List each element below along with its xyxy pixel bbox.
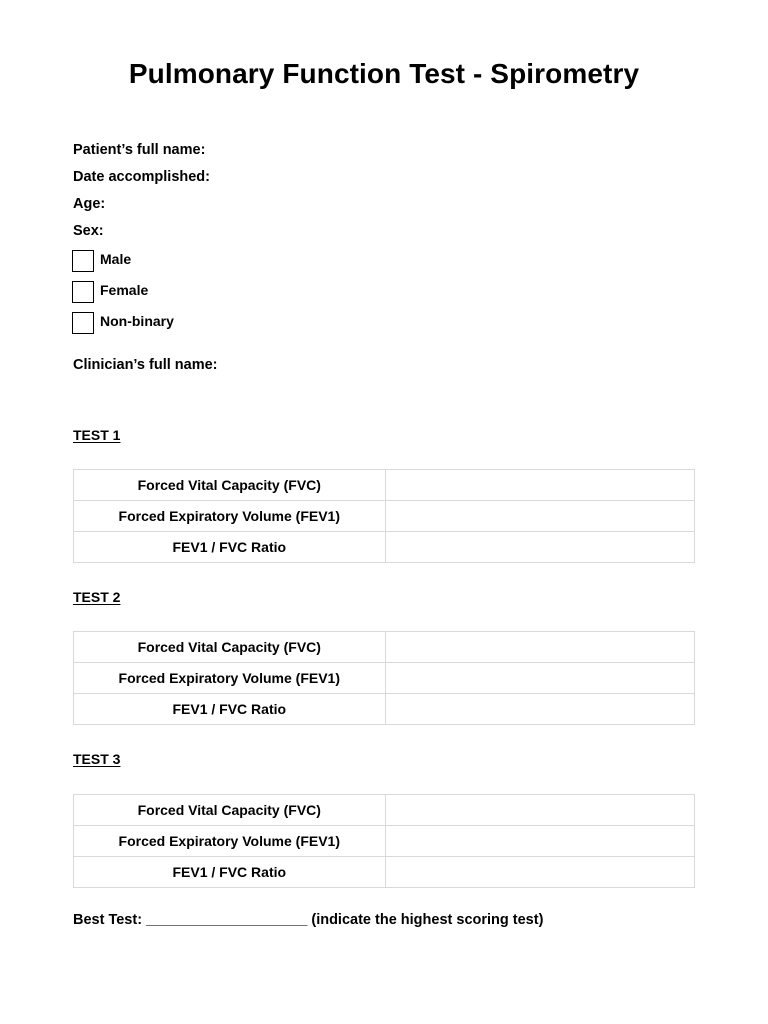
test-2-table <box>73 631 695 725</box>
table-row <box>74 632 695 663</box>
fev1-label: Forced Expiratory Volume (FEV1) <box>74 501 386 532</box>
fev1-label: Forced Expiratory Volume (FEV1) <box>74 663 386 694</box>
best-test-field[interactable]: Best Test: ____________________ (indicate the highest scoring test) <box>73 912 544 928</box>
fev1-value-cell[interactable] <box>385 501 694 532</box>
non-binary-checkbox[interactable] <box>72 312 94 334</box>
clinician-name-field[interactable]: Clinician’s full name: <box>73 357 218 373</box>
test-3-heading: TEST 3 <box>73 751 121 767</box>
sex-label: Sex: <box>73 223 104 239</box>
fvc-label: Forced Vital Capacity (FVC) <box>74 470 386 501</box>
test-3-table <box>73 794 695 888</box>
male-checkbox[interactable] <box>72 250 94 272</box>
table-row <box>74 795 695 826</box>
patient-name-field[interactable]: Patient’s full name: <box>73 142 206 158</box>
female-checkbox[interactable] <box>72 281 94 303</box>
date-accomplished-field[interactable]: Date accomplished: <box>73 169 210 185</box>
table-row <box>74 694 695 725</box>
table-row <box>74 470 695 501</box>
female-label: Female <box>100 282 149 298</box>
fvc-value-cell[interactable] <box>385 632 694 663</box>
page-title: Pulmonary Function Test - Spirometry <box>128 58 640 89</box>
table-row <box>74 501 695 532</box>
ratio-label: FEV1 / FVC Ratio <box>74 857 386 888</box>
table-row <box>74 857 695 888</box>
table-row <box>74 826 695 857</box>
table-row <box>74 663 695 694</box>
fvc-value-cell[interactable] <box>385 795 694 826</box>
fvc-value-cell[interactable] <box>385 470 694 501</box>
male-label: Male <box>100 251 132 267</box>
fev1-value-cell[interactable] <box>385 663 694 694</box>
ratio-label: FEV1 / FVC Ratio <box>74 694 386 725</box>
test-1-table <box>73 469 695 563</box>
ratio-value-cell[interactable] <box>385 857 694 888</box>
ratio-value-cell[interactable] <box>385 694 694 725</box>
fvc-label: Forced Vital Capacity (FVC) <box>74 632 386 663</box>
test-1-heading: TEST 1 <box>73 427 121 443</box>
ratio-value-cell[interactable] <box>385 532 694 563</box>
age-field[interactable]: Age: <box>73 196 106 212</box>
fev1-label: Forced Expiratory Volume (FEV1) <box>74 826 386 857</box>
fev1-value-cell[interactable] <box>385 826 694 857</box>
test-2-heading: TEST 2 <box>73 589 121 605</box>
table-row <box>74 532 695 563</box>
ratio-label: FEV1 / FVC Ratio <box>74 532 386 563</box>
non-binary-label: Non-binary <box>100 313 174 329</box>
fvc-label: Forced Vital Capacity (FVC) <box>74 795 386 826</box>
